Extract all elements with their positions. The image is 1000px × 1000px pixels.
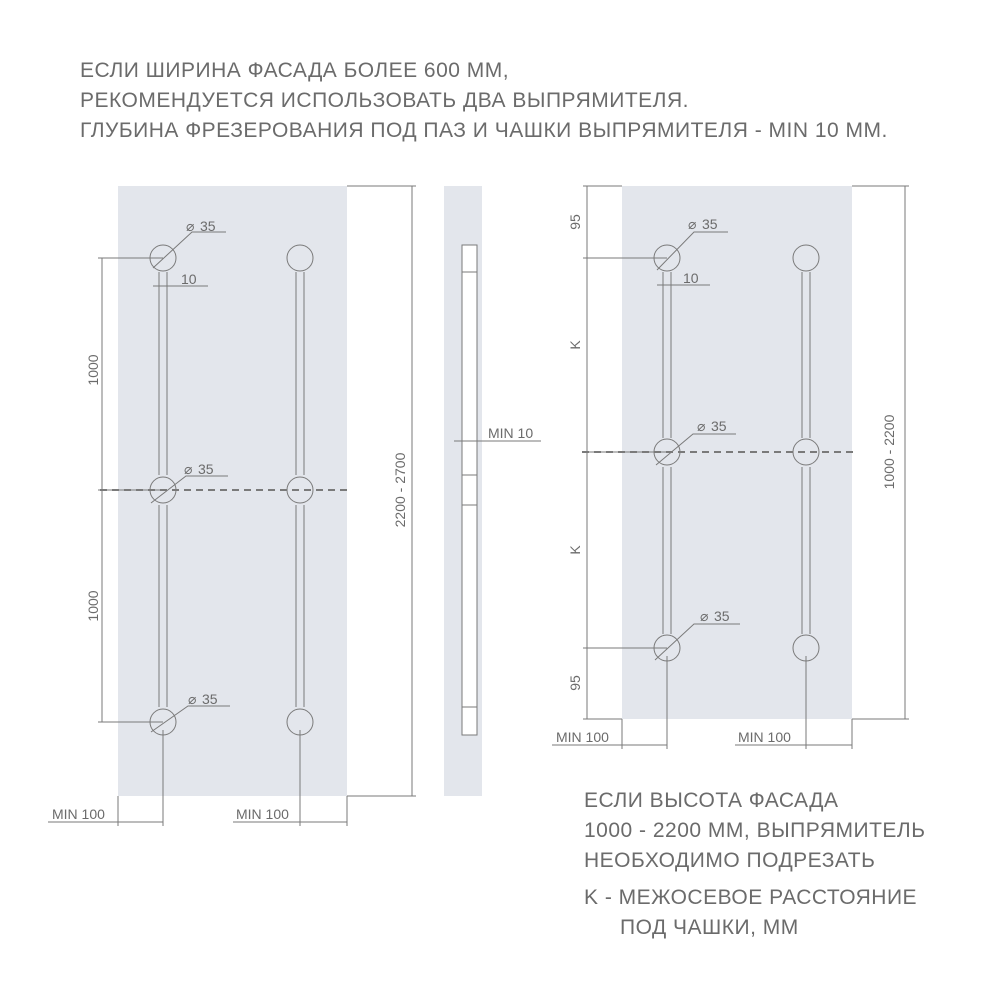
left-spacing-lower-label: 1000 bbox=[85, 590, 101, 622]
header-line-1: ЕСЛИ ШИРИНА ФАСАДА БОЛЕЕ 600 ММ, bbox=[80, 59, 510, 82]
k-note-line-2: ПОД ЧАШКИ, ММ bbox=[620, 916, 799, 939]
left-dia-bottom-label: 35 bbox=[202, 691, 218, 707]
left-spacing-upper-label: 1000 bbox=[85, 354, 101, 386]
right-offset-top-label: 95 bbox=[567, 214, 583, 230]
left-dia-top-label: 35 bbox=[200, 218, 216, 234]
left-dia-mid-label: 35 bbox=[198, 461, 214, 477]
side-view bbox=[444, 186, 541, 796]
right-dia-mid-symbol: ⌀ bbox=[697, 418, 706, 434]
right-dia-bottom-symbol: ⌀ bbox=[700, 608, 709, 624]
header-line-3: ГЛУБИНА ФРЕЗЕРОВАНИЯ ПОД ПАЗ И ЧАШКИ ВЫПРЯМИТЕЛЯ - MIN 10 ММ. bbox=[80, 119, 888, 142]
k-note-line-1: K - МЕЖОСЕВОЕ РАССТОЯНИЕ bbox=[584, 886, 918, 909]
left-edge-min-right-label: MIN 100 bbox=[236, 806, 289, 822]
right-height-range-label: 1000 - 2200 bbox=[881, 414, 897, 490]
height-note-line-3: НЕОБХОДИМО ПОДРЕЗАТЬ bbox=[584, 849, 876, 872]
right-dia-top-label: 35 bbox=[702, 216, 718, 232]
height-note-line-1: ЕСЛИ ВЫСОТА ФАСАДА bbox=[584, 789, 839, 812]
right-spacing-lower-label: K bbox=[567, 545, 583, 555]
left-dia-top-symbol: ⌀ bbox=[186, 218, 195, 234]
right-dia-mid-label: 35 bbox=[711, 418, 727, 434]
right-edge-min-right-label: MIN 100 bbox=[738, 729, 791, 745]
height-note bbox=[584, 786, 925, 876]
left-height-range-label: 2200 - 2700 bbox=[392, 452, 408, 528]
left-dia-mid-symbol: ⌀ bbox=[184, 461, 193, 477]
right-spacing-upper-label: K bbox=[567, 340, 583, 350]
right-dia-bottom-label: 35 bbox=[714, 608, 730, 624]
k-note bbox=[584, 883, 917, 943]
left-groove-width-label: 10 bbox=[181, 271, 197, 287]
left-edge-min-left-label: MIN 100 bbox=[52, 806, 105, 822]
height-note-line-2: 1000 - 2200 ММ, ВЫПРЯМИТЕЛЬ bbox=[584, 819, 926, 842]
side-view-groove bbox=[462, 245, 477, 735]
right-groove-width-label: 10 bbox=[683, 270, 699, 286]
left-panel bbox=[48, 186, 416, 826]
header-line-2: РЕКОМЕНДУЕТСЯ ИСПОЛЬЗОВАТЬ ДВА ВЫПРЯМИТЕЛЯ. bbox=[80, 89, 689, 112]
right-edge-min-left-label: MIN 100 bbox=[556, 729, 609, 745]
right-dia-top-symbol: ⌀ bbox=[688, 216, 697, 232]
right-offset-bottom-label: 95 bbox=[567, 675, 583, 691]
side-depth-min-label: MIN 10 bbox=[488, 425, 534, 441]
right-panel bbox=[552, 186, 909, 749]
left-dia-bottom-symbol: ⌀ bbox=[188, 691, 197, 707]
